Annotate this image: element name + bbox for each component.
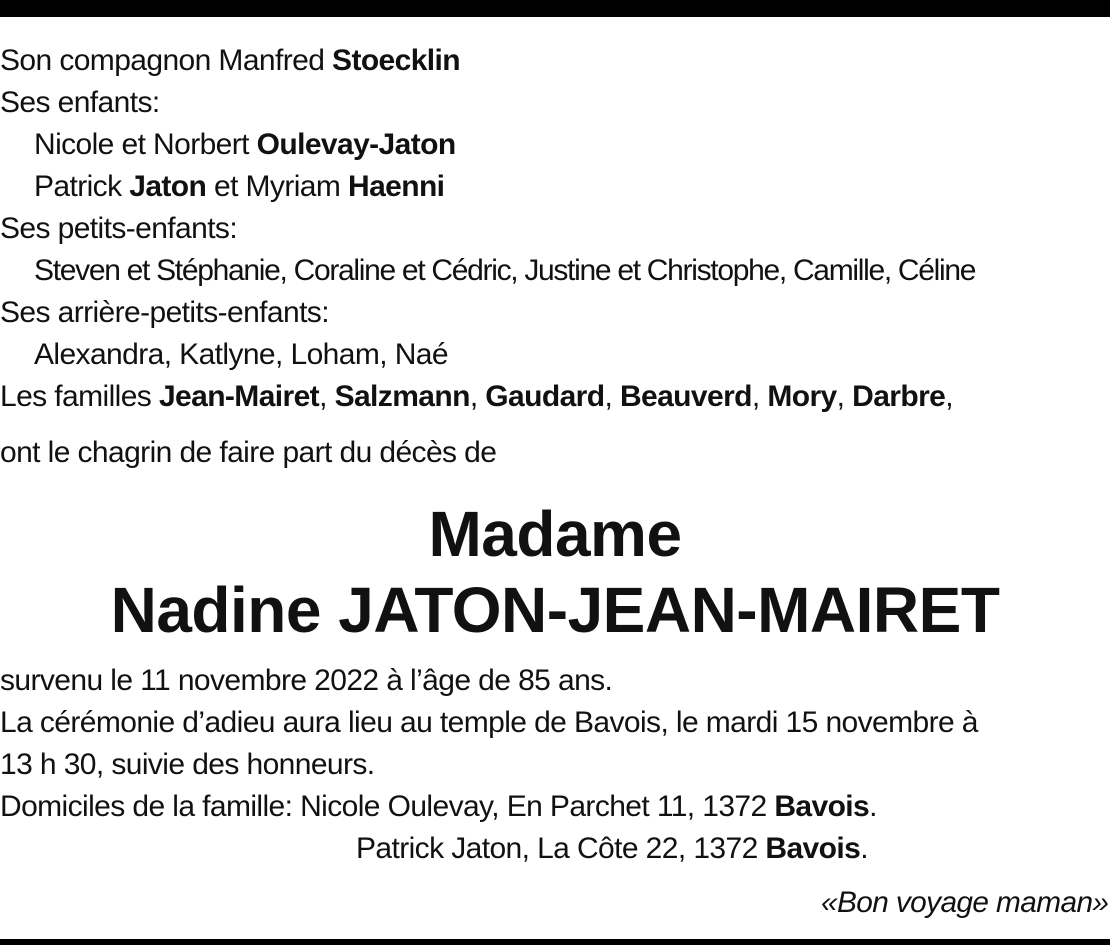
deceased-name: Nadine JATON-JEAN-MAIRET: [110, 574, 1000, 646]
separator: ,: [751, 380, 768, 413]
domicile-1-address: Domiciles de la famille: Nicole Oulevay, En Parchet 11, 1372: [0, 790, 775, 823]
families-suffix: ,: [945, 380, 953, 413]
child-line-1: [34, 124, 456, 166]
family-name: Gaudard: [485, 380, 605, 413]
families-prefix: Les familles: [0, 380, 159, 413]
period: .: [860, 832, 868, 865]
partner-line: [0, 40, 460, 82]
family-name: Beauverd: [619, 380, 752, 413]
child2-first-name: Patrick: [34, 170, 130, 203]
child2-surname: Jaton: [129, 170, 207, 203]
domicile-2-address: Patrick Jaton, La Côte 22, 1372: [356, 832, 766, 865]
great-grandchildren-heading: Ses arrière-petits-enfants:: [0, 296, 329, 329]
domicile-2-town: Bavois: [765, 832, 861, 865]
family-name: Jean-Mairet: [158, 380, 320, 413]
bottom-rule: [0, 939, 1110, 945]
domicile-line-2: [356, 828, 868, 870]
domicile-1-town: Bavois: [774, 790, 870, 823]
top-rule: [0, 0, 1110, 17]
grandchildren-names: Steven et Stéphanie, Coraline et Cédric, Justine et Christophe, Camille, Céline: [34, 254, 976, 287]
child2-partner-surname: Haenni: [348, 170, 445, 203]
grandchildren-heading: Ses petits-enfants:: [0, 212, 238, 245]
child-line-2: [34, 166, 444, 208]
partner-text: Son compagnon Manfred: [0, 44, 333, 77]
partner-surname: Stoecklin: [332, 44, 461, 77]
child2-partner-first-name: et Myriam: [206, 170, 348, 203]
separator: ,: [319, 380, 335, 413]
separator: ,: [604, 380, 620, 413]
separator: ,: [836, 380, 853, 413]
family-name: Mory: [767, 380, 837, 413]
child1-surname: Oulevay-Jaton: [256, 128, 456, 161]
ceremony-line-2: 13 h 30, suivie des honneurs.: [0, 748, 375, 781]
families-line: [0, 376, 953, 418]
great-grandchildren-names: Alexandra, Katlyne, Loham, Naé: [34, 338, 448, 371]
child1-first-names: Nicole et Norbert: [34, 128, 257, 161]
domicile-line-1: [0, 786, 877, 828]
death-line: survenu le 11 novembre 2022 à l’âge de 85 ans.: [0, 664, 613, 697]
family-name: Salzmann: [334, 380, 470, 413]
deceased-title: Madame: [428, 498, 682, 570]
period: .: [869, 790, 877, 823]
ceremony-line-1: La cérémonie d’adieu aura lieu au temple de Bavois, le mardi 15 novembre à: [0, 706, 978, 739]
separator: ,: [469, 380, 486, 413]
children-heading: Ses enfants:: [0, 86, 160, 119]
announcement: ont le chagrin de faire part du décès de: [0, 436, 497, 469]
family-name: Darbre: [852, 380, 946, 413]
closing-quote: «Bon voyage maman»: [820, 886, 1109, 919]
